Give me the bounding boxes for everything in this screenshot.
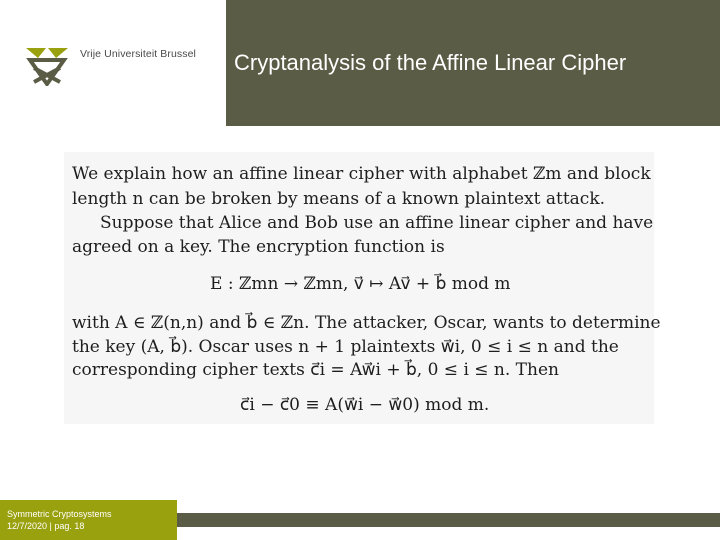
vub-logo-icon (24, 46, 70, 86)
text-line-4: agreed on a key. The encryption function is (72, 237, 445, 257)
text-line-3: Suppose that Alice and Bob use an affine linear cipher and have (100, 213, 654, 233)
footer-date-page: 12/7/2020 | pag. 18 (7, 521, 85, 531)
text-line-6: the key (A, b⃗). Oscar uses n + 1 plaintexts w⃗i, 0 ≤ i ≤ n and the (72, 337, 619, 357)
encryption-equation: E : ℤmn → ℤmn, v⃗ ↦ Av⃗ + b⃗ mod m (210, 274, 511, 294)
footer-label (0, 500, 177, 540)
text-line-5: with A ∈ ℤ(n,n) and b⃗ ∈ ℤn. The attacker, Oscar, wants to determine (72, 313, 661, 333)
logo-text: Vrije Universiteit Brussel (80, 48, 196, 60)
logo-area (0, 0, 226, 126)
slide-title: Cryptanalysis of the Affine Linear Cipher (234, 50, 627, 75)
text-line-7: corresponding cipher texts c⃗i = Aw⃗i + b⃗, 0 ≤ i ≤ n. Then (72, 360, 559, 380)
title-band (226, 0, 720, 126)
footer-course: Symmetric Cryptosystems (7, 509, 112, 519)
text-line-2: length n can be broken by means of a known plaintext attack. (72, 189, 606, 209)
footer-bar (177, 513, 720, 527)
difference-equation: c⃗i − c⃗0 ≡ A(w⃗i − w⃗0) mod m. (240, 395, 490, 415)
content-image (64, 152, 661, 424)
text-line-1: We explain how an affine linear cipher with alphabet ℤm and block (72, 164, 651, 184)
